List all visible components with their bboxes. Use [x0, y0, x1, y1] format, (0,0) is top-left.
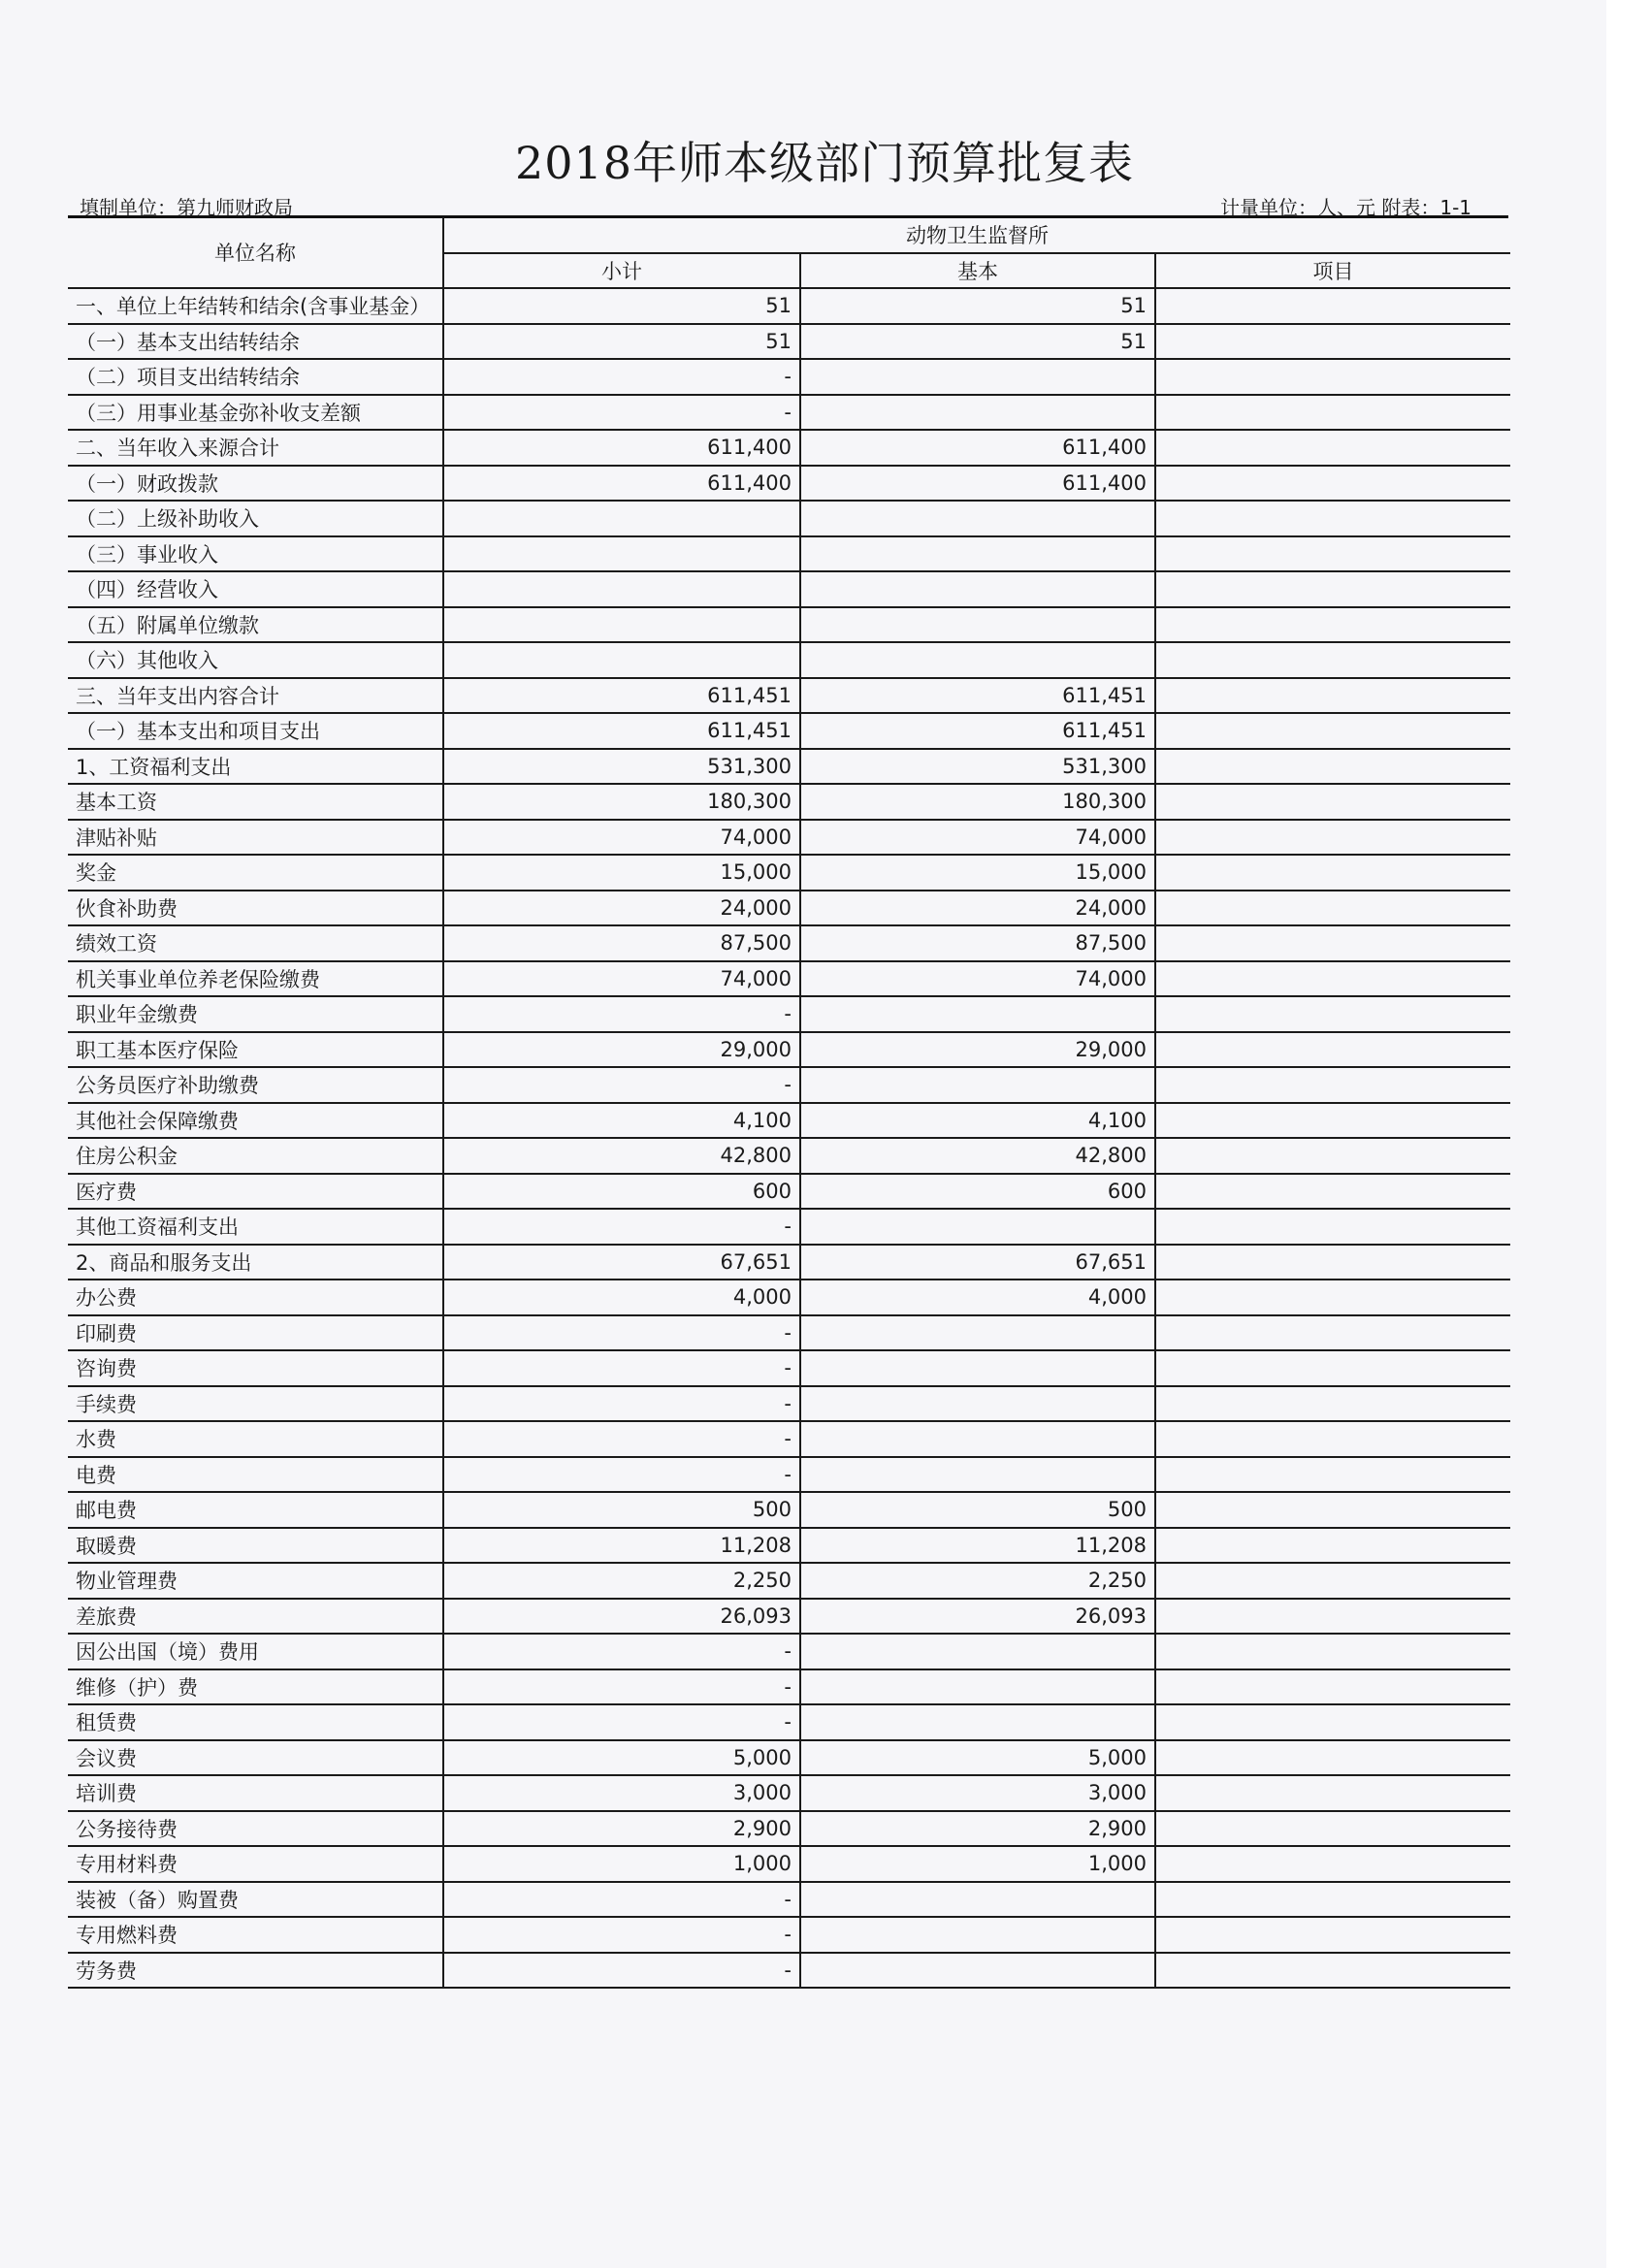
row-subtotal: 5,000 [443, 1740, 800, 1776]
row-project [1155, 395, 1510, 431]
row-subtotal: 24,000 [443, 891, 800, 926]
row-subtotal: 74,000 [443, 961, 800, 997]
table-row [68, 1067, 1510, 1103]
row-project [1155, 1457, 1510, 1493]
row-basic: 51 [800, 288, 1155, 324]
row-project [1155, 713, 1510, 749]
row-subtotal: 2,250 [443, 1563, 800, 1599]
row-label: （五）附属单位缴款 [68, 607, 443, 643]
header-basic: 基本 [800, 253, 1155, 289]
row-basic: 2,900 [800, 1811, 1155, 1847]
row-project [1155, 359, 1510, 395]
row-basic [800, 1315, 1155, 1351]
row-label: 绩效工资 [68, 925, 443, 961]
row-subtotal: - [443, 1917, 800, 1953]
row-label: 三、当年支出内容合计 [68, 678, 443, 714]
row-subtotal: - [443, 1634, 800, 1669]
row-subtotal: 611,400 [443, 466, 800, 502]
row-project [1155, 1704, 1510, 1740]
row-basic [800, 571, 1155, 607]
row-project [1155, 466, 1510, 502]
row-basic: 11,208 [800, 1528, 1155, 1564]
row-basic: 2,250 [800, 1563, 1155, 1599]
row-basic: 87,500 [800, 925, 1155, 961]
row-project [1155, 536, 1510, 572]
table-row [68, 1386, 1510, 1422]
row-project [1155, 1917, 1510, 1953]
row-basic: 26,093 [800, 1599, 1155, 1635]
row-label: 劳务费 [68, 1953, 443, 1989]
row-basic: 4,000 [800, 1280, 1155, 1315]
row-project [1155, 1669, 1510, 1705]
row-subtotal: 15,000 [443, 855, 800, 891]
table-row [68, 1103, 1510, 1139]
row-project [1155, 1953, 1510, 1989]
row-project [1155, 1775, 1510, 1811]
row-basic: 1,000 [800, 1846, 1155, 1882]
table-row [68, 1209, 1510, 1245]
row-basic: 51 [800, 324, 1155, 360]
table-body [68, 288, 1510, 1988]
row-label: 会议费 [68, 1740, 443, 1776]
row-project [1155, 1563, 1510, 1599]
row-basic: 74,000 [800, 820, 1155, 856]
table-row [68, 1245, 1510, 1280]
row-label: （三）用事业基金弥补收支差额 [68, 395, 443, 431]
row-basic: 74,000 [800, 961, 1155, 997]
row-label: 职工基本医疗保险 [68, 1032, 443, 1068]
measurement-unit: 计量单位：人、元 附表：1-1 [1220, 196, 1472, 219]
table-row [68, 1882, 1510, 1918]
row-project [1155, 1209, 1510, 1245]
row-subtotal: 1,000 [443, 1846, 800, 1882]
row-basic: 180,300 [800, 784, 1155, 820]
row-subtotal: 180,300 [443, 784, 800, 820]
row-basic [800, 642, 1155, 678]
row-project [1155, 324, 1510, 360]
row-label: 咨询费 [68, 1350, 443, 1386]
row-label: 专用燃料费 [68, 1917, 443, 1953]
row-project [1155, 855, 1510, 891]
row-subtotal: - [443, 395, 800, 431]
table-row [68, 1174, 1510, 1210]
table-row [68, 925, 1510, 961]
table-row [68, 1138, 1510, 1174]
row-label: 办公费 [68, 1280, 443, 1315]
row-project [1155, 678, 1510, 714]
row-project [1155, 1067, 1510, 1103]
row-label: 津贴补贴 [68, 820, 443, 856]
row-project [1155, 1032, 1510, 1068]
row-basic: 5,000 [800, 1740, 1155, 1776]
table-row [68, 571, 1510, 607]
row-basic: 29,000 [800, 1032, 1155, 1068]
row-subtotal: 87,500 [443, 925, 800, 961]
row-label: 差旅费 [68, 1599, 443, 1635]
table-row [68, 1917, 1510, 1953]
table-row [68, 784, 1510, 820]
reporting-unit: 填制单位：第九师财政局 [80, 196, 293, 219]
row-subtotal: 4,000 [443, 1280, 800, 1315]
row-label: 一、单位上年结转和结余(含事业基金） [68, 288, 443, 324]
row-subtotal: 51 [443, 288, 800, 324]
row-subtotal: 74,000 [443, 820, 800, 856]
table-row [68, 288, 1510, 324]
row-subtotal: 4,100 [443, 1103, 800, 1139]
row-label: 因公出国（境）费用 [68, 1634, 443, 1669]
row-label: 住房公积金 [68, 1138, 443, 1174]
table-row [68, 1669, 1510, 1705]
row-subtotal: - [443, 1209, 800, 1245]
row-project [1155, 1350, 1510, 1386]
row-label: （三）事业收入 [68, 536, 443, 572]
row-basic: 15,000 [800, 855, 1155, 891]
row-project [1155, 961, 1510, 997]
row-basic [800, 1350, 1155, 1386]
row-label: 伙食补助费 [68, 891, 443, 926]
row-subtotal [443, 501, 800, 536]
table-row [68, 1634, 1510, 1669]
row-project [1155, 1386, 1510, 1422]
table-row [68, 1811, 1510, 1847]
row-project [1155, 1280, 1510, 1315]
row-project [1155, 1740, 1510, 1776]
row-basic [800, 1882, 1155, 1918]
table-row [68, 1953, 1510, 1989]
row-basic: 24,000 [800, 891, 1155, 926]
row-subtotal [443, 607, 800, 643]
row-project [1155, 1138, 1510, 1174]
row-subtotal: 11,208 [443, 1528, 800, 1564]
row-subtotal: 3,000 [443, 1775, 800, 1811]
row-project [1155, 820, 1510, 856]
row-label: 二、当年收入来源合计 [68, 430, 443, 466]
row-label: （二）项目支出结转结余 [68, 359, 443, 395]
row-project [1155, 1882, 1510, 1918]
row-project [1155, 1174, 1510, 1210]
row-project [1155, 642, 1510, 678]
row-subtotal: 67,651 [443, 1245, 800, 1280]
row-label: 印刷费 [68, 1315, 443, 1351]
row-basic [800, 395, 1155, 431]
row-label: 装被（备）购置费 [68, 1882, 443, 1918]
row-label: 租赁费 [68, 1704, 443, 1740]
row-project [1155, 1528, 1510, 1564]
row-subtotal: 29,000 [443, 1032, 800, 1068]
row-label: 手续费 [68, 1386, 443, 1422]
row-label: 电费 [68, 1457, 443, 1493]
row-project [1155, 1846, 1510, 1882]
row-label: 邮电费 [68, 1492, 443, 1528]
row-label: 1、工资福利支出 [68, 749, 443, 785]
row-label: （四）经营收入 [68, 571, 443, 607]
row-basic [800, 359, 1155, 395]
table-row [68, 466, 1510, 502]
row-project [1155, 1634, 1510, 1669]
row-subtotal: 500 [443, 1492, 800, 1528]
row-label: 培训费 [68, 1775, 443, 1811]
row-subtotal: - [443, 1669, 800, 1705]
table-row [68, 1421, 1510, 1457]
row-subtotal: - [443, 1315, 800, 1351]
row-subtotal [443, 536, 800, 572]
table-row [68, 996, 1510, 1032]
row-subtotal: 531,300 [443, 749, 800, 785]
row-label: 公务员医疗补助缴费 [68, 1067, 443, 1103]
table-row [68, 1350, 1510, 1386]
table-row [68, 891, 1510, 926]
row-basic: 67,651 [800, 1245, 1155, 1280]
row-subtotal: 611,400 [443, 430, 800, 466]
row-subtotal: - [443, 996, 800, 1032]
table-row [68, 1492, 1510, 1528]
row-label: 公务接待费 [68, 1811, 443, 1847]
header-subtotal: 小计 [443, 253, 800, 289]
row-label: （一）基本支出和项目支出 [68, 713, 443, 749]
row-project [1155, 607, 1510, 643]
row-label: 基本工资 [68, 784, 443, 820]
row-subtotal: 611,451 [443, 713, 800, 749]
page-title: 2018年师本级部门预算批复表 [514, 137, 1135, 189]
table-row [68, 324, 1510, 360]
table-row [68, 1563, 1510, 1599]
row-basic: 531,300 [800, 749, 1155, 785]
row-project [1155, 996, 1510, 1032]
row-label: 职业年金缴费 [68, 996, 443, 1032]
row-label: 机关事业单位养老保险缴费 [68, 961, 443, 997]
row-subtotal: - [443, 1067, 800, 1103]
row-label: 取暖费 [68, 1528, 443, 1564]
row-basic [800, 1704, 1155, 1740]
header-project: 项目 [1155, 253, 1510, 289]
row-subtotal: - [443, 1386, 800, 1422]
table-row [68, 430, 1510, 466]
row-label: （二）上级补助收入 [68, 501, 443, 536]
table-row [68, 1775, 1510, 1811]
row-subtotal [443, 571, 800, 607]
row-basic [800, 1669, 1155, 1705]
row-project [1155, 1421, 1510, 1457]
row-project [1155, 1599, 1510, 1635]
row-basic [800, 996, 1155, 1032]
row-subtotal: - [443, 1953, 800, 1989]
table-row [68, 359, 1510, 395]
table-row [68, 1280, 1510, 1315]
row-subtotal: - [443, 1421, 800, 1457]
row-basic: 611,451 [800, 678, 1155, 714]
table-row [68, 1704, 1510, 1740]
row-project [1155, 1245, 1510, 1280]
table-row [68, 1315, 1510, 1351]
row-project [1155, 891, 1510, 926]
row-basic [800, 536, 1155, 572]
row-label: （六）其他收入 [68, 642, 443, 678]
row-label: 2、商品和服务支出 [68, 1245, 443, 1280]
table-row [68, 1599, 1510, 1635]
row-subtotal: 26,093 [443, 1599, 800, 1635]
row-project [1155, 1315, 1510, 1351]
row-basic: 3,000 [800, 1775, 1155, 1811]
row-label: 医疗费 [68, 1174, 443, 1210]
row-basic [800, 501, 1155, 536]
row-basic: 42,800 [800, 1138, 1155, 1174]
table-row [68, 395, 1510, 431]
row-basic [800, 1917, 1155, 1953]
row-basic [800, 1209, 1155, 1245]
table-row [68, 1032, 1510, 1068]
table-row [68, 961, 1510, 997]
row-subtotal [443, 642, 800, 678]
row-basic [800, 1421, 1155, 1457]
row-project [1155, 288, 1510, 324]
row-subtotal: 2,900 [443, 1811, 800, 1847]
budget-table [68, 217, 1510, 1989]
row-project [1155, 1811, 1510, 1847]
row-basic: 611,400 [800, 430, 1155, 466]
row-project [1155, 501, 1510, 536]
row-project [1155, 430, 1510, 466]
row-label: 物业管理费 [68, 1563, 443, 1599]
header-org: 动物卫生监督所 [443, 217, 1510, 253]
page-edge [1606, 0, 1649, 2268]
header-unit-name: 单位名称 [68, 217, 443, 288]
row-label: （一）基本支出结转结余 [68, 324, 443, 360]
row-basic [800, 607, 1155, 643]
row-project [1155, 1103, 1510, 1139]
table-row [68, 536, 1510, 572]
table-row [68, 749, 1510, 785]
table-row [68, 1457, 1510, 1493]
row-subtotal: - [443, 359, 800, 395]
row-label: 其他工资福利支出 [68, 1209, 443, 1245]
row-basic: 611,451 [800, 713, 1155, 749]
table-row [68, 678, 1510, 714]
table-row [68, 855, 1510, 891]
row-label: 专用材料费 [68, 1846, 443, 1882]
table-row [68, 642, 1510, 678]
table-row [68, 820, 1510, 856]
row-subtotal: 51 [443, 324, 800, 360]
table-row [68, 1846, 1510, 1882]
row-subtotal: 611,451 [443, 678, 800, 714]
table-row [68, 607, 1510, 643]
row-label: 其他社会保障缴费 [68, 1103, 443, 1139]
table-row [68, 501, 1510, 536]
row-basic: 500 [800, 1492, 1155, 1528]
row-label: 维修（护）费 [68, 1669, 443, 1705]
row-subtotal: - [443, 1704, 800, 1740]
row-subtotal: - [443, 1350, 800, 1386]
row-basic: 611,400 [800, 466, 1155, 502]
row-project [1155, 1492, 1510, 1528]
row-subtotal: 600 [443, 1174, 800, 1210]
table-row [68, 1740, 1510, 1776]
row-project [1155, 571, 1510, 607]
row-project [1155, 925, 1510, 961]
row-label: 奖金 [68, 855, 443, 891]
row-label: （一）财政拨款 [68, 466, 443, 502]
row-project [1155, 784, 1510, 820]
row-subtotal: - [443, 1882, 800, 1918]
row-basic [800, 1386, 1155, 1422]
row-basic: 4,100 [800, 1103, 1155, 1139]
row-subtotal: 42,800 [443, 1138, 800, 1174]
row-basic: 600 [800, 1174, 1155, 1210]
row-basic [800, 1634, 1155, 1669]
table-row [68, 1528, 1510, 1564]
row-subtotal: - [443, 1457, 800, 1493]
table-row [68, 713, 1510, 749]
row-basic [800, 1067, 1155, 1103]
row-basic [800, 1953, 1155, 1989]
row-project [1155, 749, 1510, 785]
row-label: 水费 [68, 1421, 443, 1457]
row-basic [800, 1457, 1155, 1493]
